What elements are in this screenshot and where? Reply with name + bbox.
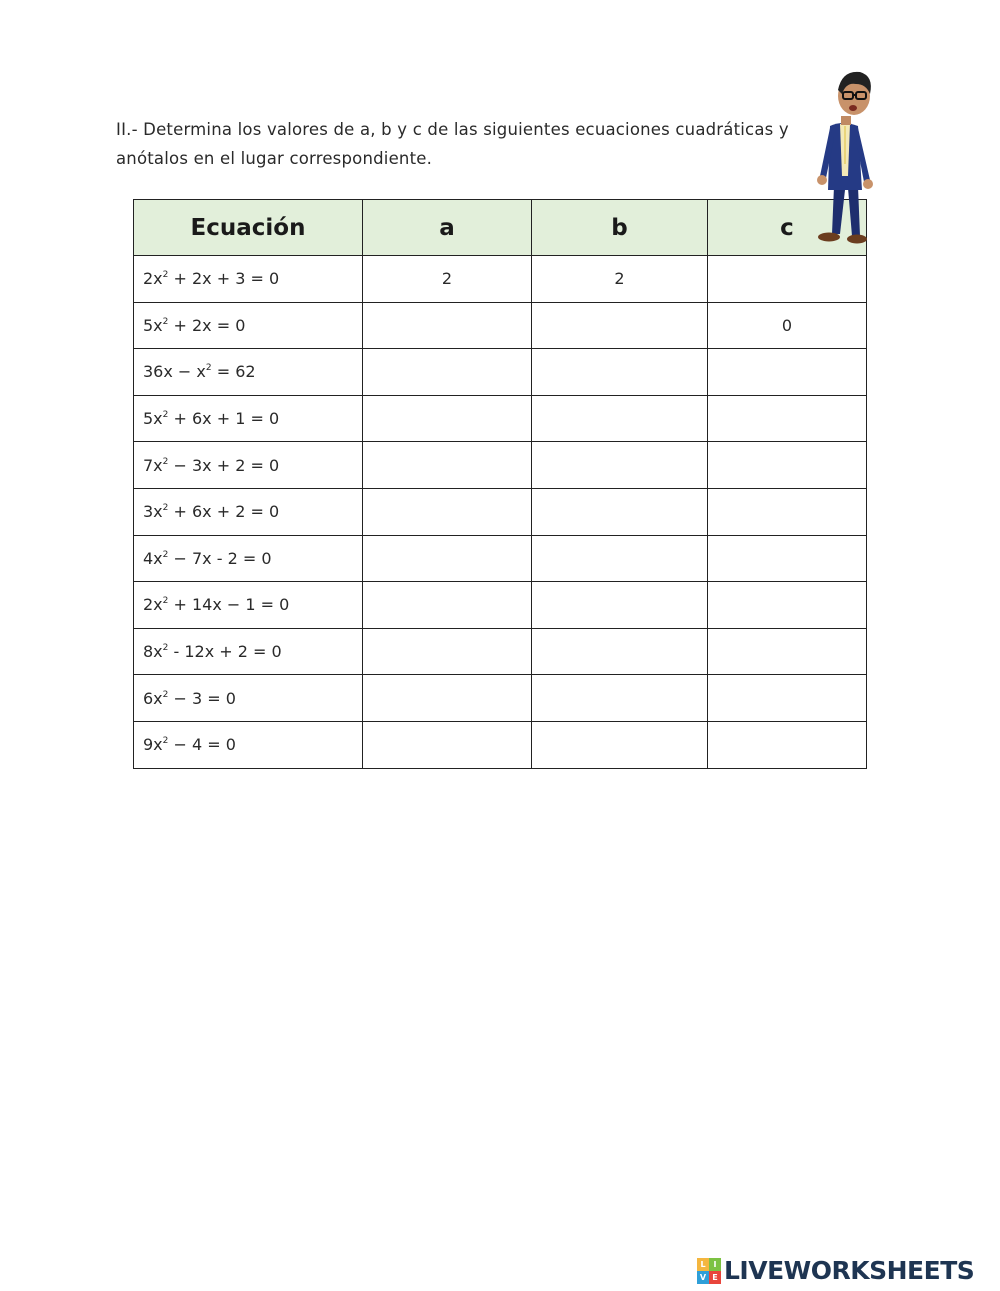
equation-cell — [134, 628, 363, 675]
equation-text-post: + 14x − 1 = 0 — [168, 595, 290, 615]
answer-input-a[interactable] — [363, 629, 531, 675]
answer-cell-b — [532, 675, 708, 722]
equation-exponent: 2 — [162, 596, 169, 607]
equation-text-post: + 6x + 1 = 0 — [168, 409, 280, 429]
equation-exponent: 2 — [162, 736, 169, 747]
equation-text-pre: 6x — [143, 688, 163, 708]
teacher-character-illustration — [812, 66, 884, 250]
logo-text: LIVEWORKSHEETS — [724, 1256, 975, 1285]
answer-input-b[interactable] — [532, 722, 707, 768]
answer-cell-a — [363, 675, 532, 722]
answer-input-a[interactable] — [363, 303, 531, 349]
answer-cell-c — [708, 442, 867, 489]
answer-input-a[interactable] — [363, 536, 531, 582]
answer-cell-a — [363, 349, 532, 396]
answer-input-a[interactable] — [363, 396, 531, 442]
answer-cell-b — [532, 582, 708, 629]
answer-input-b[interactable] — [532, 256, 707, 302]
equation-exponent: 2 — [162, 410, 169, 421]
equation-exponent: 2 — [162, 643, 169, 654]
equation-cell — [134, 395, 363, 442]
answer-input-c[interactable] — [708, 396, 866, 442]
equation-text-pre: 36x − x — [143, 362, 206, 382]
answer-cell-a — [363, 302, 532, 349]
table-row — [134, 675, 867, 722]
answer-cell-b — [532, 302, 708, 349]
answer-input-b[interactable] — [532, 349, 707, 395]
answer-input-a[interactable] — [363, 256, 531, 302]
answer-input-c[interactable] — [708, 303, 866, 349]
equation-text-post: − 4 = 0 — [168, 735, 236, 755]
equations-table — [133, 199, 867, 769]
equation-cell — [134, 675, 363, 722]
answer-cell-a — [363, 488, 532, 535]
answer-cell-c — [708, 488, 867, 535]
equation-text-pre: 7x — [143, 455, 163, 475]
answer-input-b[interactable] — [532, 303, 707, 349]
instructions — [116, 115, 846, 173]
answer-input-c[interactable] — [708, 582, 866, 628]
answer-input-b[interactable] — [532, 396, 707, 442]
answer-input-c[interactable] — [708, 442, 866, 488]
answer-cell-c — [708, 395, 867, 442]
equation-exponent: 2 — [205, 363, 212, 374]
equation-text-pre: 8x — [143, 642, 163, 662]
logo-mark-l: L — [697, 1258, 709, 1271]
equation-text-post: − 7x - 2 = 0 — [168, 548, 272, 568]
answer-cell-c — [708, 582, 867, 629]
answer-cell-b — [532, 256, 708, 303]
equation-text-pre: 2x — [143, 269, 163, 289]
instructions-line-1: II.- Determina los valores de a, b y c de las siguientes ecuaciones cuadráticas y — [116, 120, 789, 139]
answer-input-c[interactable] — [708, 629, 866, 675]
answer-input-a[interactable] — [363, 489, 531, 535]
table-row — [134, 582, 867, 629]
answer-input-b[interactable] — [532, 582, 707, 628]
answer-cell-c — [708, 675, 867, 722]
equation-text-post: - 12x + 2 = 0 — [168, 642, 282, 662]
equation-cell — [134, 349, 363, 396]
equation-text-post: − 3 = 0 — [168, 688, 236, 708]
answer-cell-c — [708, 302, 867, 349]
table-row — [134, 395, 867, 442]
answer-input-c[interactable] — [708, 256, 866, 302]
instructions-line-2: anótalos en el lugar correspondiente. — [116, 149, 433, 168]
answer-cell-c — [708, 349, 867, 396]
table-header-row — [134, 200, 867, 256]
equation-cell — [134, 488, 363, 535]
answer-cell-a — [363, 442, 532, 489]
answer-cell-a — [363, 395, 532, 442]
equation-cell — [134, 302, 363, 349]
header-b: b — [532, 200, 708, 256]
equation-cell — [134, 256, 363, 303]
equation-exponent: 2 — [162, 316, 169, 327]
answer-cell-b — [532, 721, 708, 768]
table-row — [134, 721, 867, 768]
equation-exponent: 2 — [162, 270, 169, 281]
answer-input-a[interactable] — [363, 442, 531, 488]
table-row — [134, 628, 867, 675]
equation-text-pre: 5x — [143, 315, 163, 335]
equation-text-post: + 6x + 2 = 0 — [168, 502, 280, 522]
equation-text-post: + 2x = 0 — [168, 315, 246, 335]
answer-input-b[interactable] — [532, 442, 707, 488]
answer-cell-a — [363, 535, 532, 582]
answer-input-a[interactable] — [363, 675, 531, 721]
equation-cell — [134, 582, 363, 629]
answer-input-c[interactable] — [708, 489, 866, 535]
table-row — [134, 302, 867, 349]
table-row — [134, 349, 867, 396]
answer-cell-a — [363, 628, 532, 675]
answer-cell-c — [708, 628, 867, 675]
answer-cell-c — [708, 535, 867, 582]
answer-input-a[interactable] — [363, 582, 531, 628]
equation-text-pre: 9x — [143, 735, 163, 755]
equation-text-post: + 2x + 3 = 0 — [168, 269, 280, 289]
equation-text-pre: 4x — [143, 548, 163, 568]
answer-cell-a — [363, 256, 532, 303]
answer-cell-c — [708, 256, 867, 303]
equation-text-pre: 2x — [143, 595, 163, 615]
equation-cell — [134, 721, 363, 768]
header-ecuacion: Ecuación — [134, 200, 363, 256]
header-c: c — [708, 200, 867, 256]
answer-cell-a — [363, 582, 532, 629]
logo-mark — [697, 1258, 721, 1284]
answer-input-b[interactable] — [532, 489, 707, 535]
equation-exponent: 2 — [162, 456, 169, 467]
logo-mark-e: E — [709, 1271, 721, 1284]
equation-text-pre: 5x — [143, 409, 163, 429]
answer-input-a[interactable] — [363, 722, 531, 768]
equation-exponent: 2 — [162, 503, 169, 514]
answer-cell-b — [532, 488, 708, 535]
answer-input-c[interactable] — [708, 722, 866, 768]
answer-cell-b — [532, 535, 708, 582]
answer-cell-b — [532, 395, 708, 442]
equation-exponent: 2 — [162, 689, 169, 700]
answer-input-b[interactable] — [532, 629, 707, 675]
answer-cell-c — [708, 721, 867, 768]
answer-cell-b — [532, 628, 708, 675]
equation-text-pre: 3x — [143, 502, 163, 522]
equation-cell — [134, 535, 363, 582]
answer-input-c[interactable] — [708, 536, 866, 582]
liveworksheets-logo — [697, 1256, 974, 1285]
answer-cell-b — [532, 349, 708, 396]
answer-input-c[interactable] — [708, 349, 866, 395]
equation-text-post: − 3x + 2 = 0 — [168, 455, 280, 475]
answer-cell-a — [363, 721, 532, 768]
answer-input-b[interactable] — [532, 536, 707, 582]
equation-text-post: = 62 — [211, 362, 256, 382]
answer-input-a[interactable] — [363, 349, 531, 395]
logo-mark-i: I — [709, 1258, 721, 1271]
table-row — [134, 488, 867, 535]
answer-cell-b — [532, 442, 708, 489]
table-row — [134, 535, 867, 582]
header-a: a — [363, 200, 532, 256]
equation-exponent: 2 — [162, 549, 169, 560]
answer-input-c[interactable] — [708, 675, 866, 721]
logo-mark-v: V — [697, 1271, 709, 1284]
table-row — [134, 442, 867, 489]
table-row — [134, 256, 867, 303]
equation-cell — [134, 442, 363, 489]
answer-input-b[interactable] — [532, 675, 707, 721]
